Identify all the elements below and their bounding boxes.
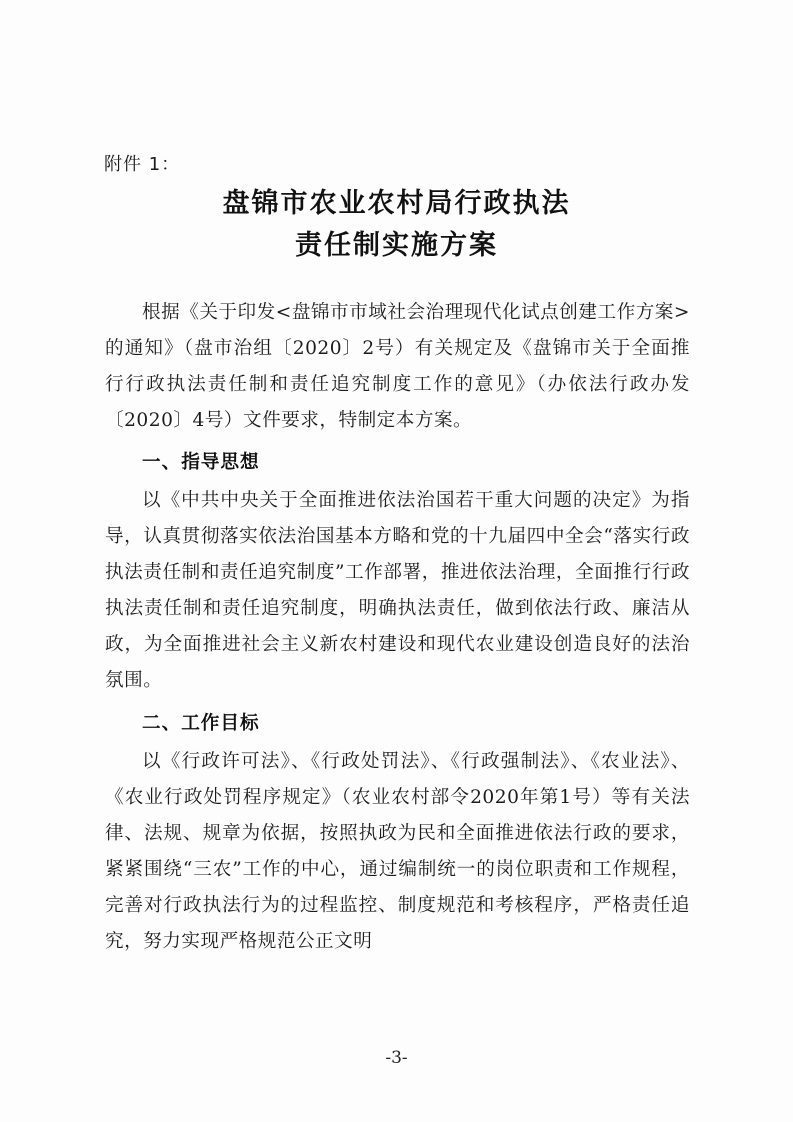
page-number: -3- xyxy=(385,1048,408,1068)
work-goals-paragraph: 以《行政许可法》、《行政处罚法》、《行政强制法》、《农业法》、《农业行政处罚程序规定》（农业农村部令2020年第1号）等有关法律、法规、规章为依据，按照执政为民和全面推进依法行政的要求，紧紧围绕“三农”工作的中心，通过编制统一的岗位职责和工作规程，完善对行政执法行为的过程监控、制度规范和考核程序，严格责任追究，努力实现严格规范公正文明 xyxy=(105,751,690,952)
intro-paragraph: 根据《关于印发<盘锦市市域社会治理现代化试点创建工作方案>的通知》（盘市治组〔2020〕2号）有关规定及《盘锦市关于全面推行行政执法责任制和责任追究制度工作的意见》（办依法行政办发〔2020〕4号）文件要求，特制定本方案。 xyxy=(105,302,690,431)
document-title-line-1: 盘锦市农业农村局行政执法 xyxy=(222,188,571,219)
section-heading-work-goals: 二、工作目标 xyxy=(142,713,260,734)
section-heading-guiding-ideology: 一、指导思想 xyxy=(142,452,260,473)
attachment-label: 附件 1： xyxy=(104,154,181,175)
document-title-line-2: 责任制实施方案 xyxy=(295,230,498,261)
guiding-ideology-paragraph: 以《中共中央关于全面推进依法治国若干重大问题的决定》为指导，认真贯彻落实依法治国基本方略和党的十九届四中全会“落实行政执法责任制和责任追究制度”工作部署，推进依法治理，全面推行行政执法责任制和责任追究制度，明确执法责任，做到依法行政、廉洁从政，为全面推进社会主义新农村建设和现代农业建设创造良好的法治氛围。 xyxy=(105,490,690,691)
